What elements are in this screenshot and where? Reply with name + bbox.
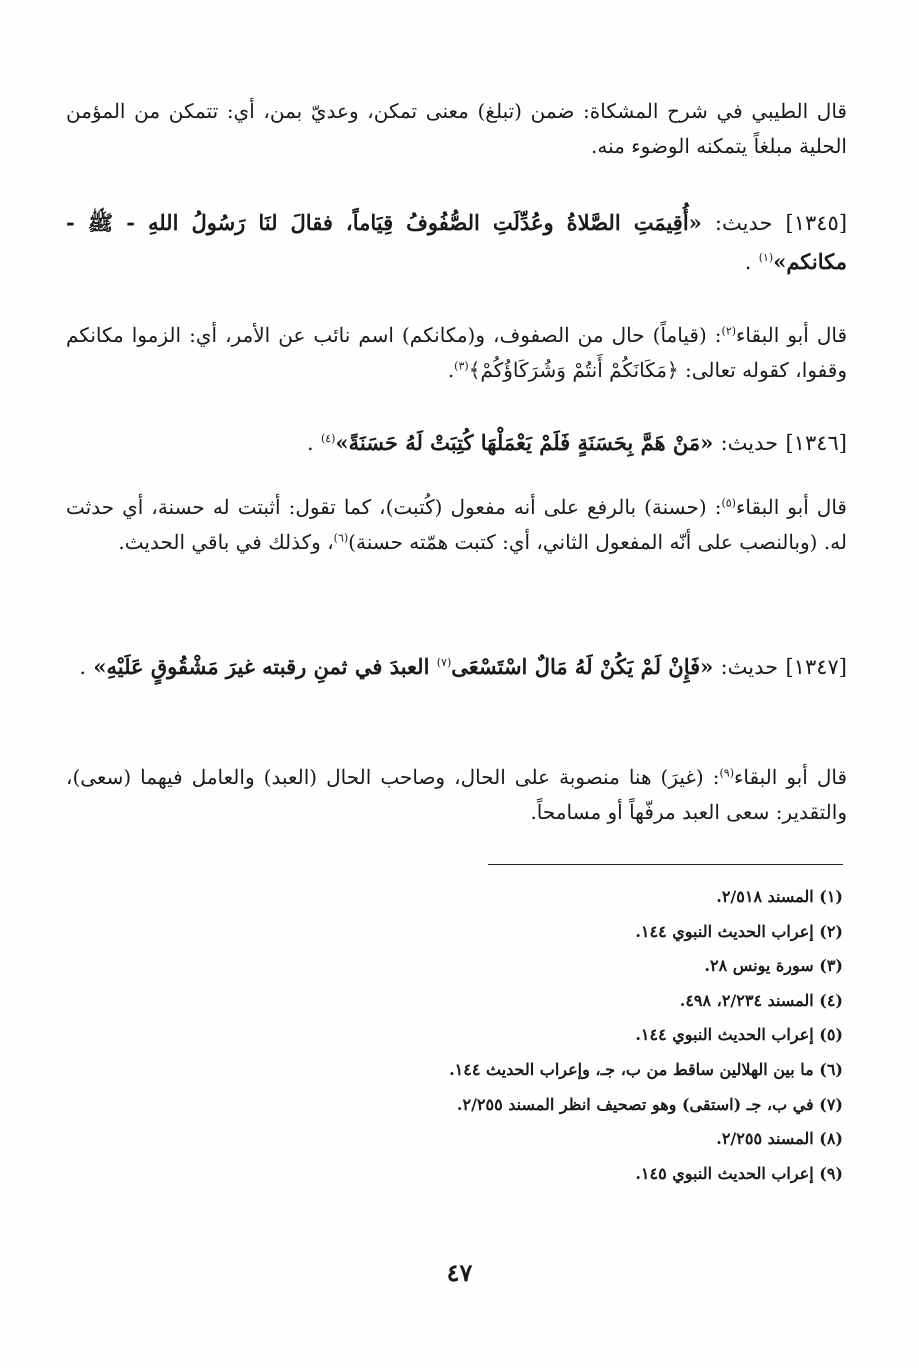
paragraph-text: قال الطيبي في شرح المشكاة: ضمن (تبلغ) معنى تمكن، وعديّ بمن، أي: تتمكن من المؤمن الحلية مبلغاً يتمكنه الوضوء منه. [66, 99, 847, 158]
paragraph-abu-baqa-2 [66, 490, 847, 560]
footnote-ref: (٧) [436, 656, 452, 669]
period: . [744, 249, 752, 274]
hadith-1345 [66, 204, 847, 282]
hadith-number: [١٣٤٥] [785, 211, 848, 235]
paragraph-abu-baqa-3 [66, 760, 847, 830]
hadith-number: [١٣٤٧] [785, 655, 847, 679]
footnote-item: (١) المسند ٢/٥١٨. [716, 887, 843, 906]
paragraph-text: ، وكذلك في باقي الحديث. [118, 530, 334, 554]
paragraph-tibi [66, 94, 847, 164]
hadith-number: [١٣٤٦] [785, 431, 847, 455]
paragraph-text: قال أبو البقاء [733, 765, 848, 789]
hadith-1347 [66, 648, 847, 687]
paragraph-text: : (حسنة) بالرفع على أنه مفعول (كُتبت)، كما تقول: أثبتت له حسنة، أي حدثت له. (وبالنصب على أنّه المفعول الثاني، أي: كتبت همّته حسنة) [66, 495, 847, 554]
hadith-text: «فَإِنْ لَمْ يَكُنْ لَهُ مَالٌ اسْتَسْعَى [451, 654, 714, 679]
page-number: ٤٧ [446, 1258, 473, 1287]
footnote-item: (٦) ما بين الهلالين ساقط من ب، جـ، وإعراب الحديث ١٤٤. [449, 1059, 843, 1079]
period: . [306, 431, 314, 455]
hadith-1346 [66, 424, 847, 463]
hadith-label: حديث: [720, 431, 779, 455]
hadith-label: حديث: [720, 655, 779, 679]
hadith-text: «مَنْ هَمَّ بِحَسَنَةٍ فَلَمْ يَعْمَلْهَا كُتِبَتْ لَهُ حَسَنَةً» [335, 430, 714, 455]
footnote-item: (٧) في ب، جـ (استقى) وهو تصحيف انظر المسند ٢/٢٥٥. [456, 1094, 843, 1114]
paragraph-text: : (غيرَ) هنا منصوبة على الحال، وصاحب الحال (العبد) والعامل فيهما (سعى)، والتقدير: سعى العبد مرفّهاً أو مسامحاً. [66, 765, 847, 824]
footnote-ref: (٤) [320, 432, 336, 445]
footnote-item: (٩) إعراب الحديث النبوي ١٤٥. [635, 1163, 843, 1183]
paragraph-text: : (قياماً) حال من الصفوف، و(مكانكم) اسم نائب عن الأمر، أي: الزموا مكانكم وقفوا، كقوله تعالى: ﴿مَكَانَكُمْ أَنتُمْ وَشُرَكَاؤُكُمْ﴾ [66, 323, 847, 382]
footnote-item: (٥) إعراب الحديث النبوي ١٤٤. [635, 1025, 843, 1045]
footnotes-list [200, 880, 843, 1191]
footnote-ref: (١) [758, 250, 774, 264]
footnote-ref: (٣) [454, 359, 469, 373]
hadith-label: حديث: [714, 211, 773, 235]
paragraph-text: قال أبو البقاء [735, 495, 847, 519]
footnote-item: (٣) سورة يونس ٢٨. [704, 956, 843, 976]
hadith-text: العبدَ في ثمنِ رقبته غيرَ مَشْقُوقٍ عَلَيْهِ» [93, 654, 430, 679]
footnote-item: (٨) المسند ٢/٢٥٥. [716, 1129, 843, 1149]
hadith-text: «أُقِيمَتِ الصَّلاةُ وعُدِّلَتِ الصُّفُوفُ قِيَاماً، فقالَ لنَا رَسُولُ اللهِ - ﷺ - مكانكم» [66, 210, 847, 274]
footnote-item: (٤) المسند ٢/٢٣٤، ٤٩٨. [679, 990, 843, 1010]
footnote-divider [488, 864, 843, 865]
period: . [447, 358, 455, 382]
footnote-ref: (٦) [333, 531, 349, 545]
period: . [79, 655, 87, 679]
paragraph-text: قال أبو البقاء [736, 323, 848, 347]
footnote-ref: (٢) [721, 324, 737, 338]
footnote-ref: (٥) [721, 496, 736, 510]
paragraph-abu-baqa-1 [66, 318, 847, 388]
footnote-ref: (٩) [719, 766, 734, 780]
footnote-item: (٢) إعراب الحديث النبوي ١٤٤. [635, 921, 843, 941]
